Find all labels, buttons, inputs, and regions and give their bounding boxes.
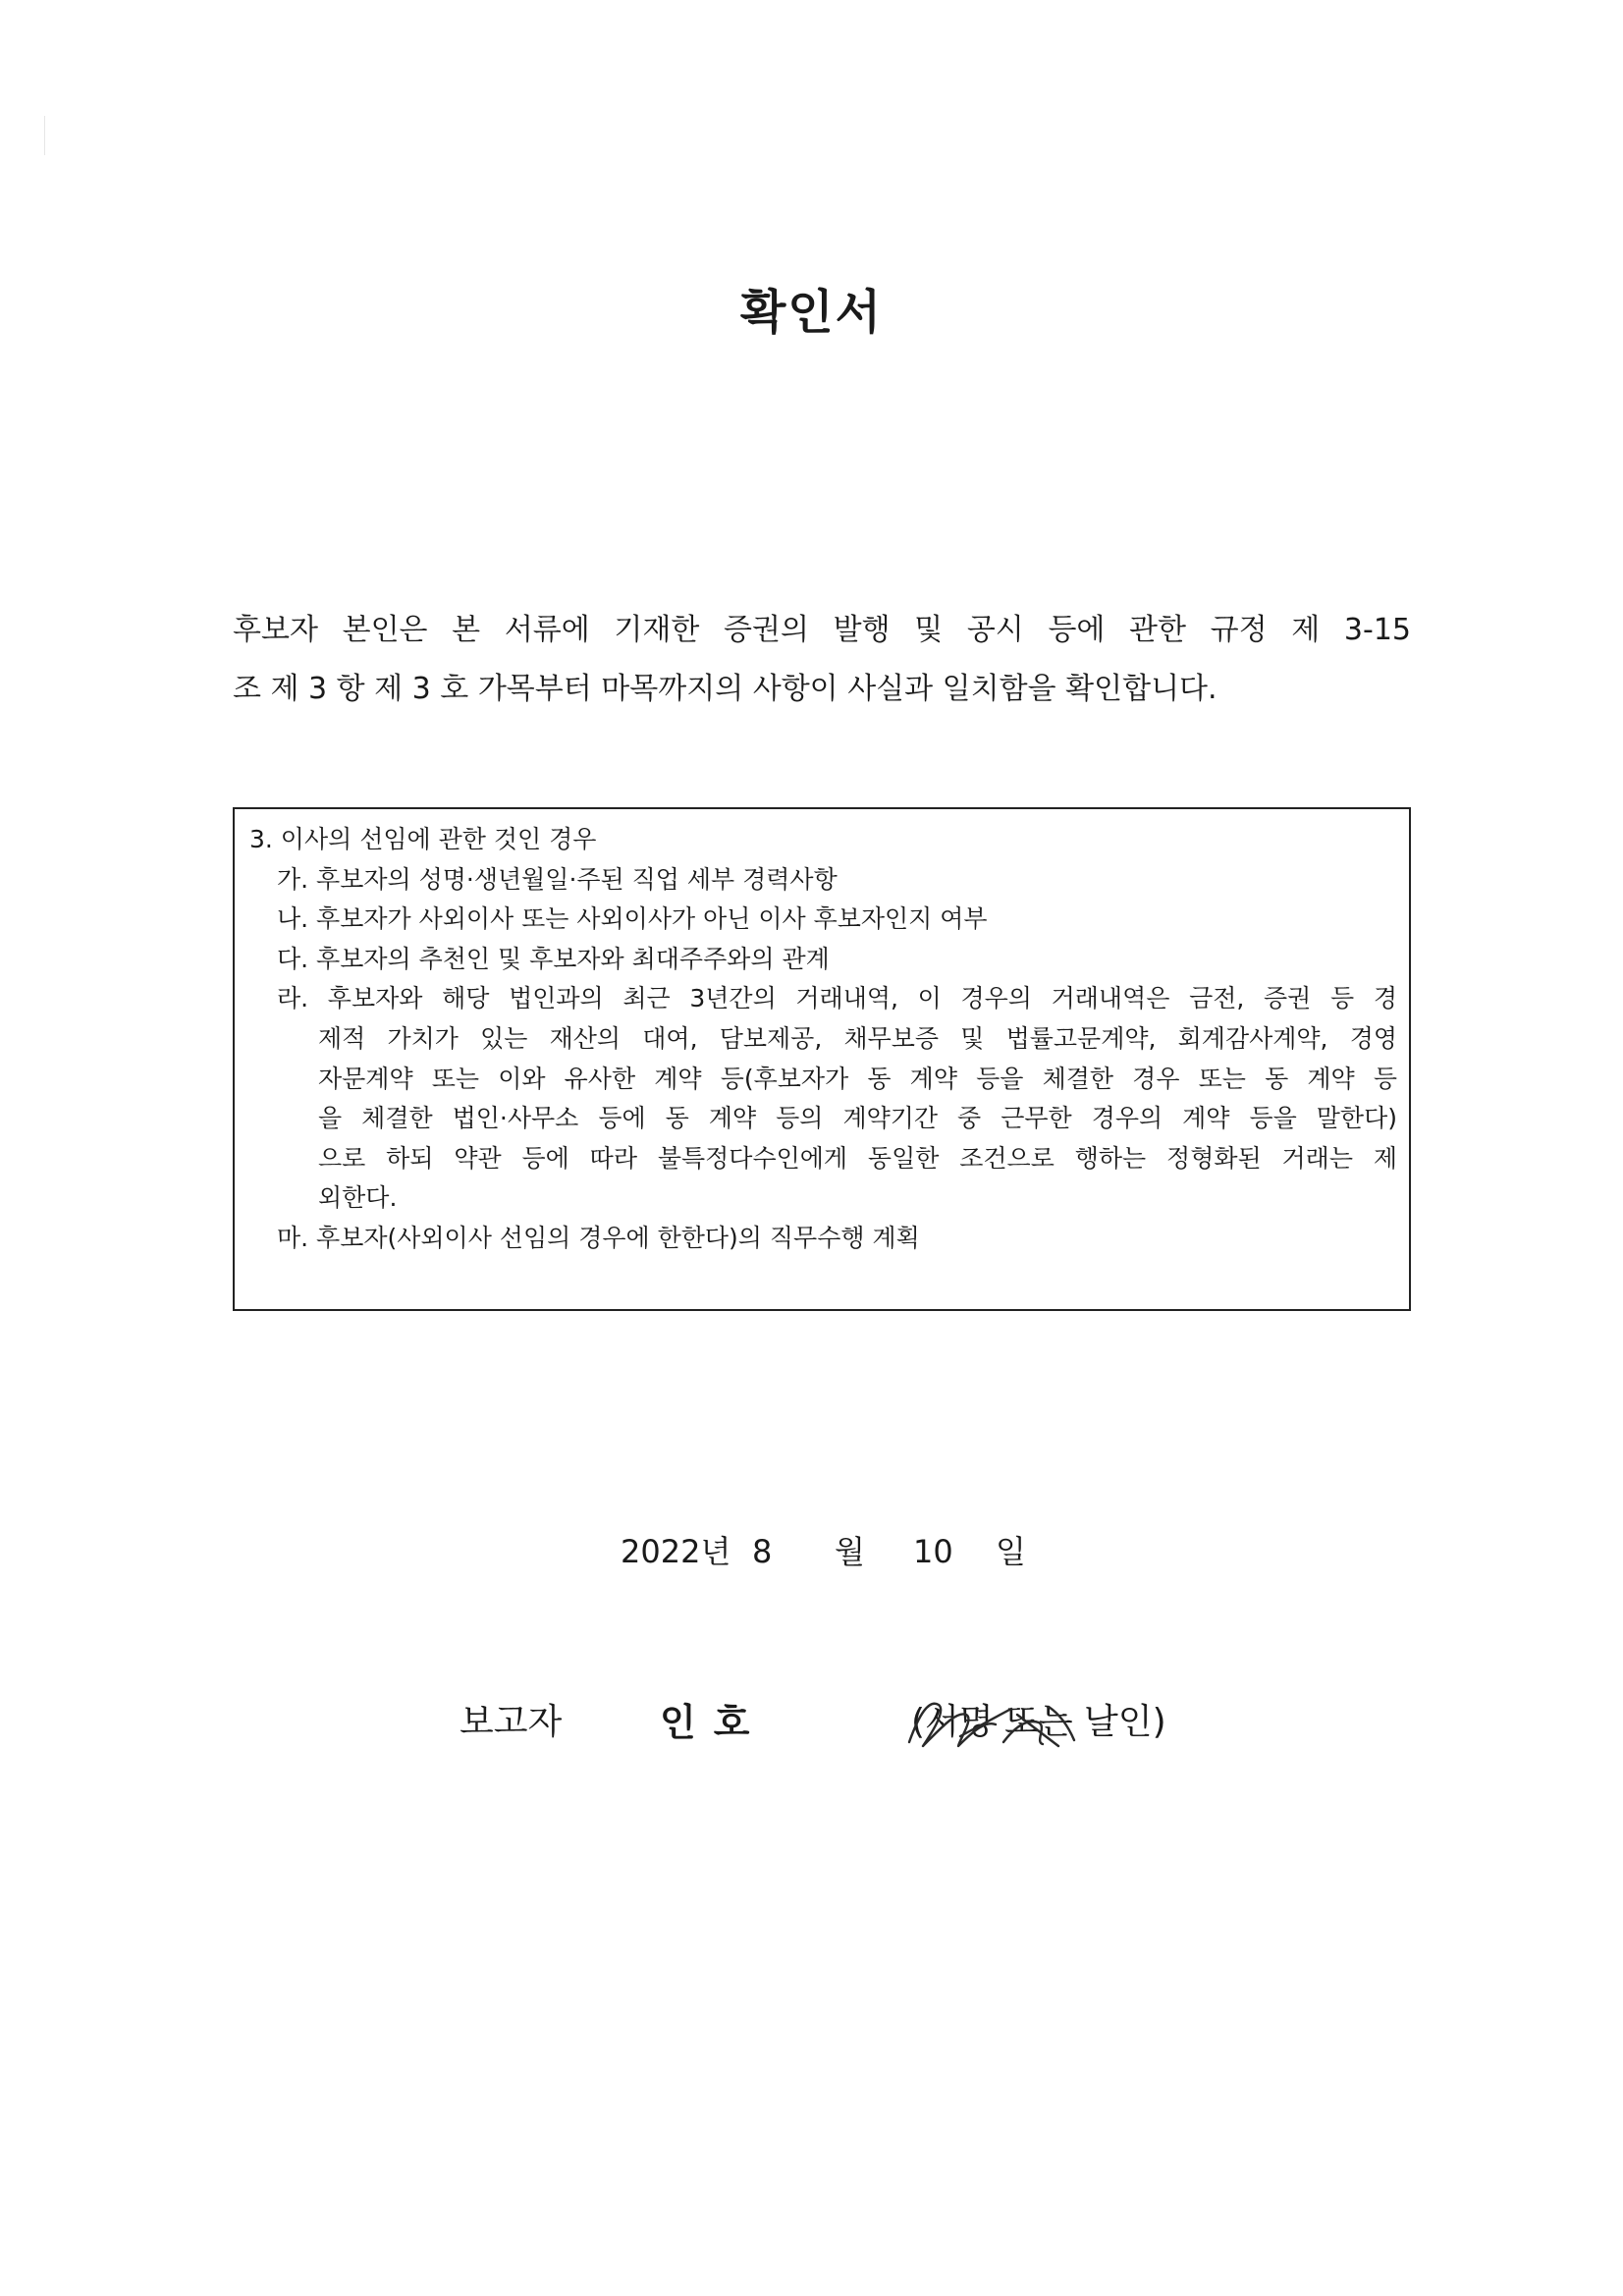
box-item-ra-line-1: 라. 후보자와 해당 법인과의 최근 3년간의 거래내역, 이 경우의 거래내역은 금전, 증권 등 경 <box>277 984 1397 1013</box>
scan-mark <box>44 116 45 155</box>
date-year: 2022년 <box>621 1533 731 1570</box>
sign-note: (서명 또는 날인) <box>911 1702 1166 1742</box>
box-item-ra-line-4: 을 체결한 법인·사무소 등에 동 계약 등의 계약기간 중 근무한 경우의 계약 등을 말한다) <box>318 1104 1397 1133</box>
box-item-ra-line-6: 외한다. <box>318 1183 398 1213</box>
date-month-unit: 월 <box>835 1533 865 1570</box>
signer-name: 인호 <box>660 1701 768 1744</box>
date-day-value: 10 <box>913 1533 953 1570</box>
box-item-ra-line-3: 자문계약 또는 이와 유사한 계약 등(후보자가 동 계약 등을 체결한 경우 또는 동 계약 등 <box>318 1064 1397 1093</box>
box-item-ra-line-5: 으로 하되 약관 등에 따라 불특정다수인에게 동일한 조건으로 행하는 정형화된 거래는 제 <box>318 1143 1397 1173</box>
box-item-da: 다. 후보자의 추천인 및 후보자와 최대주주와의 관계 <box>277 944 830 973</box>
intro-paragraph <box>233 601 1411 719</box>
signer-line <box>0 1697 1623 1748</box>
box-item-ra-line-2: 제적 가치가 있는 재산의 대여, 담보제공, 채무보증 및 법률고문계약, 회계감사계약, 경영 <box>318 1023 1397 1053</box>
box-heading: 3. 이사의 선임에 관한 것인 경우 <box>249 825 597 853</box>
box-item-ma: 마. 후보자(사외이사 선임의 경우에 한한다)의 직무수행 계획 <box>277 1223 920 1252</box>
signer-role: 보고자 <box>460 1702 563 1742</box>
document-date <box>0 1532 1623 1571</box>
handwritten-signature <box>901 1685 1098 1764</box>
intro-line-1: 후보자 본인은 본 서류에 기재한 증권의 발행 및 공시 등에 관한 규정 제 3-15 <box>233 613 1411 647</box>
requirements-box <box>233 807 1411 1311</box>
box-item-na: 나. 후보자가 사외이사 또는 사외이사가 아닌 이사 후보자인지 여부 <box>277 904 988 934</box>
document-title: 확인서 <box>739 285 884 340</box>
date-day-unit: 일 <box>996 1533 1026 1570</box>
box-item-ga: 가. 후보자의 성명·생년월일·주된 직업 세부 경력사항 <box>277 864 838 894</box>
date-month-value: 8 <box>752 1533 773 1570</box>
intro-line-2: 조 제 3 항 제 3 호 가목부터 마목까지의 사항이 사실과 일치함을 확인합니다. <box>233 672 1217 706</box>
